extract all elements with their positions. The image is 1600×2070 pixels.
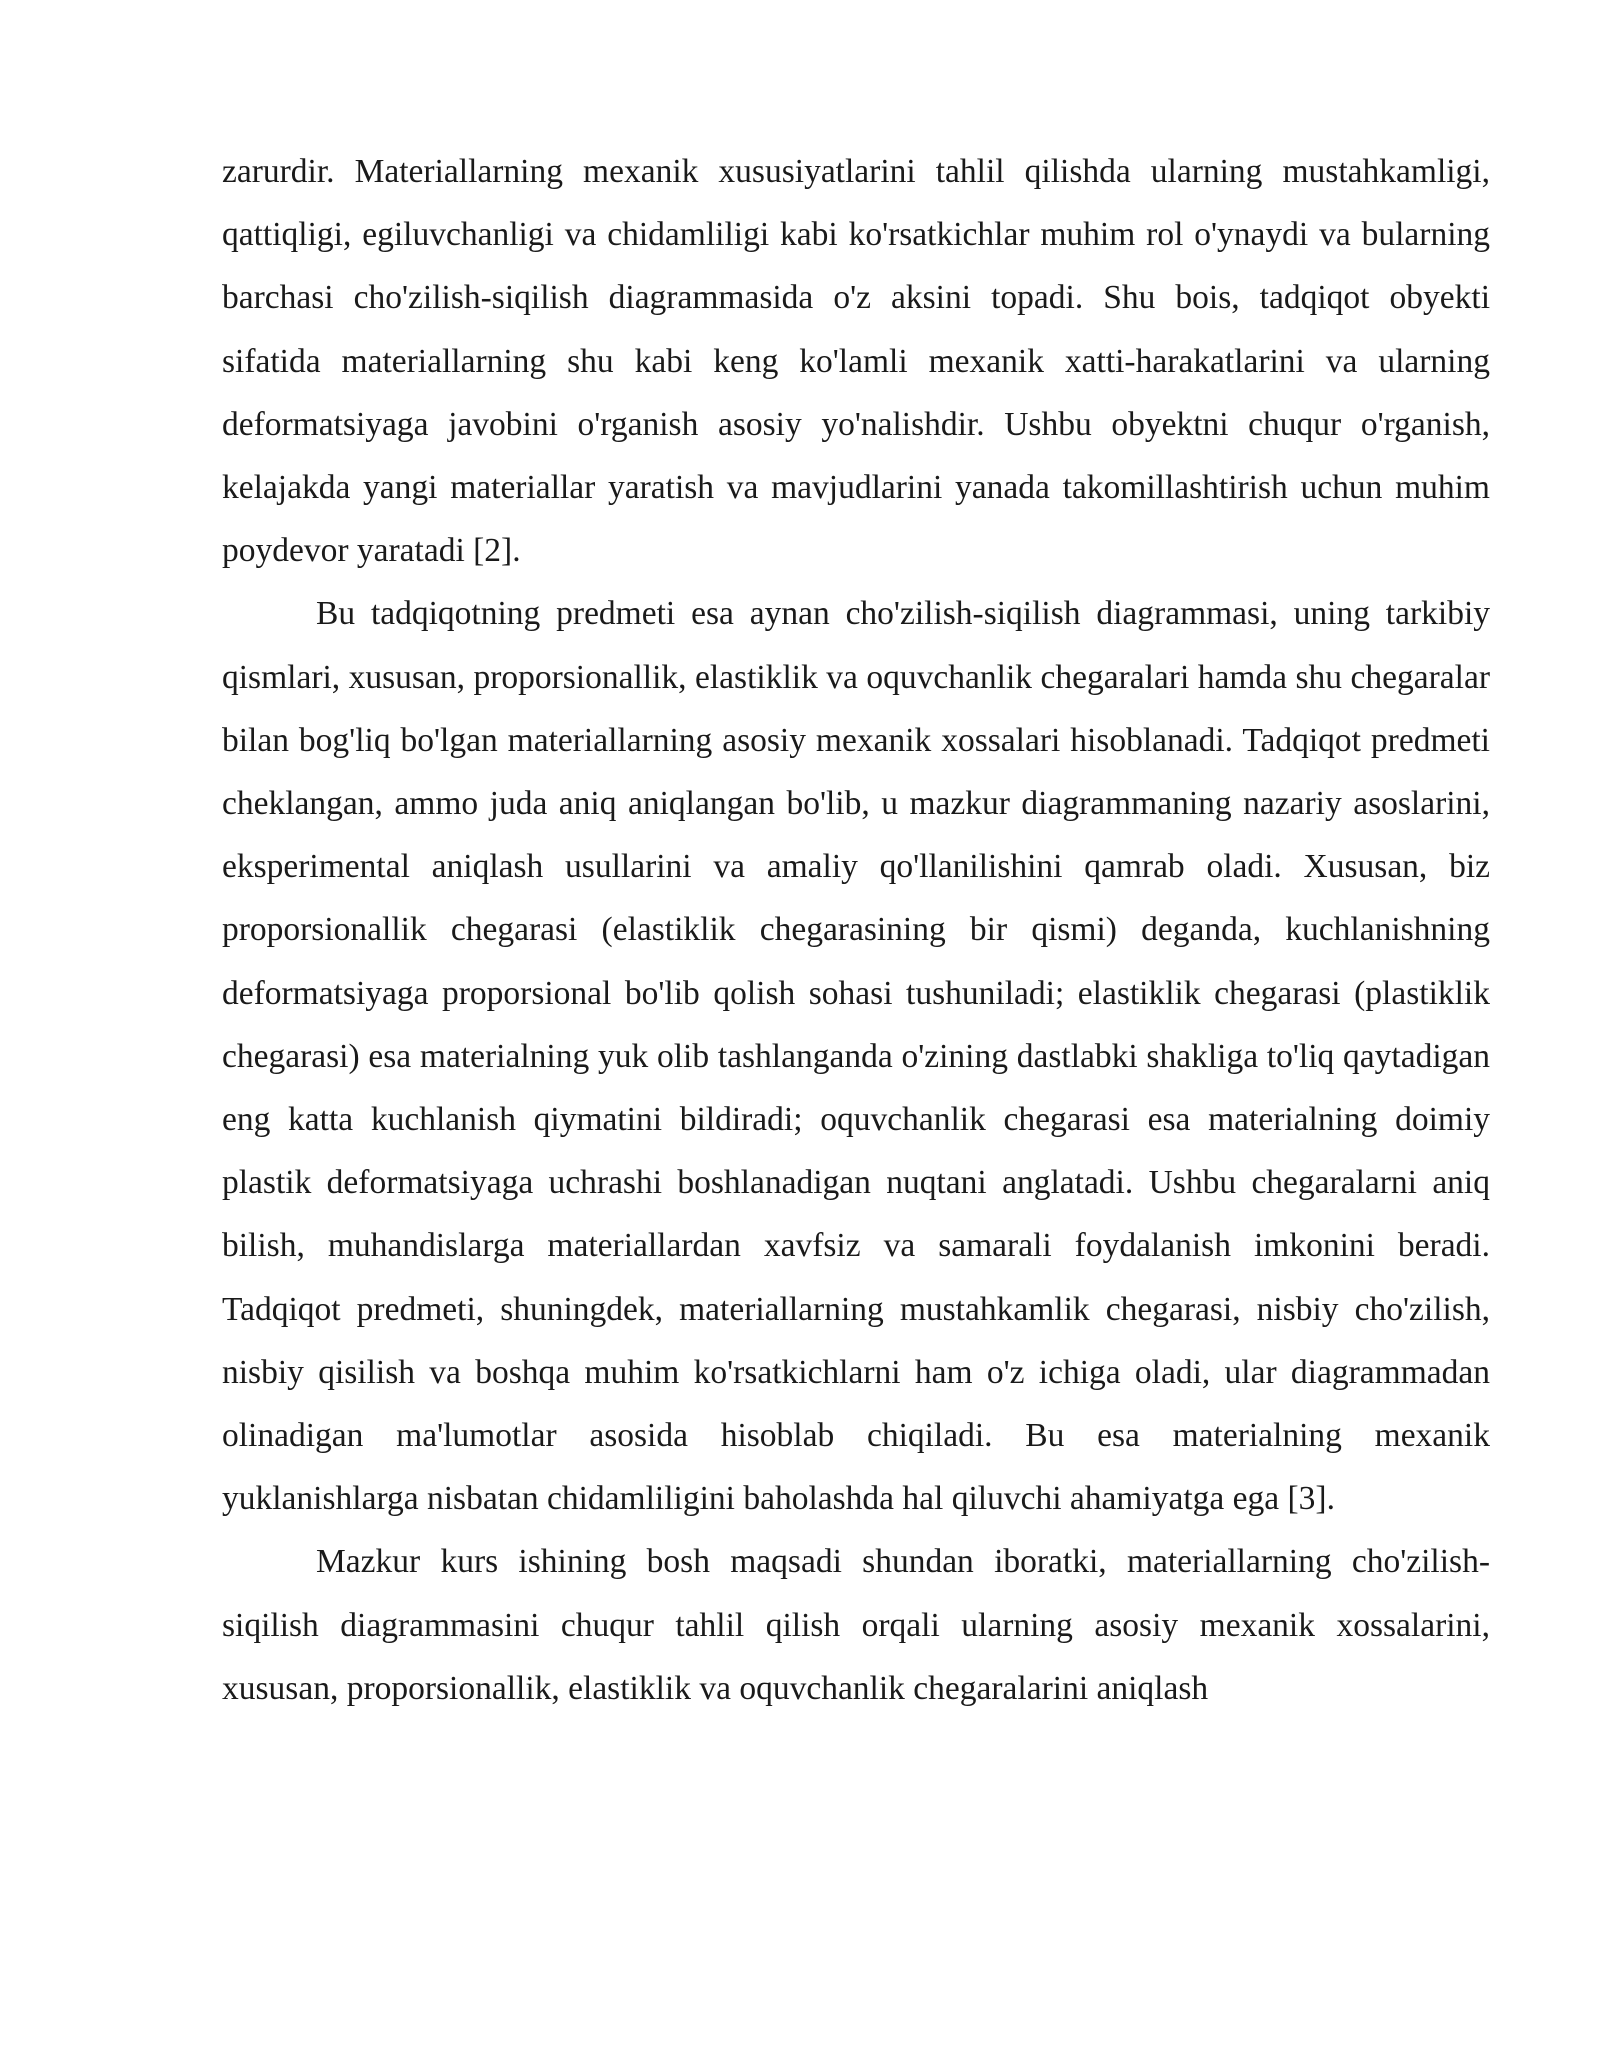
paragraph-2: Bu tadqiqotning predmeti esa aynan cho'zilish-siqilish diagrammasi, uning tarkibiy qismlari, xususan, proporsionallik, elastiklik va oquvchanlik chegaralari hamda shu chegaralar bilan bog'liq bo'lgan materiallarning asosiy mexanik xossalari hisoblanadi. Tadqiqot predmeti cheklangan, ammo juda aniq aniqlangan bo'lib, u mazkur diagrammaning nazariy asoslarini, eksperimental aniqlash usullarini va amaliy qo'llanilishini qamrab oladi. Xususan, biz proporsionallik chegarasi (elastiklik chegarasining bir qismi) deganda, kuchlanishning deformatsiyaga proporsional bo'lib qolish sohasi tushuniladi; elastiklik chegarasi (plastiklik chegarasi) esa materialning yuk olib tashlanganda o'zining dastlabki shakliga to'liq qaytadigan eng katta kuchlanish qiymatini bildiradi; oquvchanlik chegarasi esa materialning doimiy plastik deformatsiyaga uchrashi boshlanadigan nuqtani anglatadi. Ushbu chegaralarni aniq bilish, muhandislarga materiallardan xavfsiz va samarali foydalanish imkonini beradi. Tadqiqot predmeti, shuningdek, materiallarning mustahkamlik chegarasi, nisbiy cho'zilish, nisbiy qisilish va boshqa muhim ko'rsatkichlarni ham o'z ichiga oladi, ular diagrammadan olinadigan ma'lumotlar asosida hisoblab chiqiladi. Bu esa materialning mexanik yuklanishlarga nisbatan chidamliligini baholashda hal qiluvchi ahamiyatga ega [3].	[222, 595, 1490, 1518]
document-body	[222, 140, 1490, 1720]
paragraph-1: zarurdir. Materiallarning mexanik xususiyatlarini tahlil qilishda ularning mustahkamligi, qattiqligi, egiluvchanligi va chidamliligi kabi ko'rsatkichlar muhim rol o'ynaydi va bularning barchasi cho'zilish-siqilish diagrammasida o'z aksini topadi. Shu bois, tadqiqot obyekti sifatida materiallarning shu kabi keng ko'lamli mexanik xatti-harakatlarini va ularning deformatsiyaga javobini o'rganish asosiy yo'nalishdir. Ushbu obyektni chuqur o'rganish, kelajakda yangi materiallar yaratish va mavjudlarini yanada takomillashtirish uchun muhim poydevor yaratadi [2].	[222, 153, 1490, 570]
paragraph-3: Mazkur kurs ishining bosh maqsadi shundan iboratki, materiallarning cho'zilish-siqilish diagrammasini chuqur tahlil qilish orqali ularning asosiy mexanik xossalarini, xususan, proporsionallik, elastiklik va oquvchanlik chegaralarini aniqlash	[222, 1543, 1490, 1707]
